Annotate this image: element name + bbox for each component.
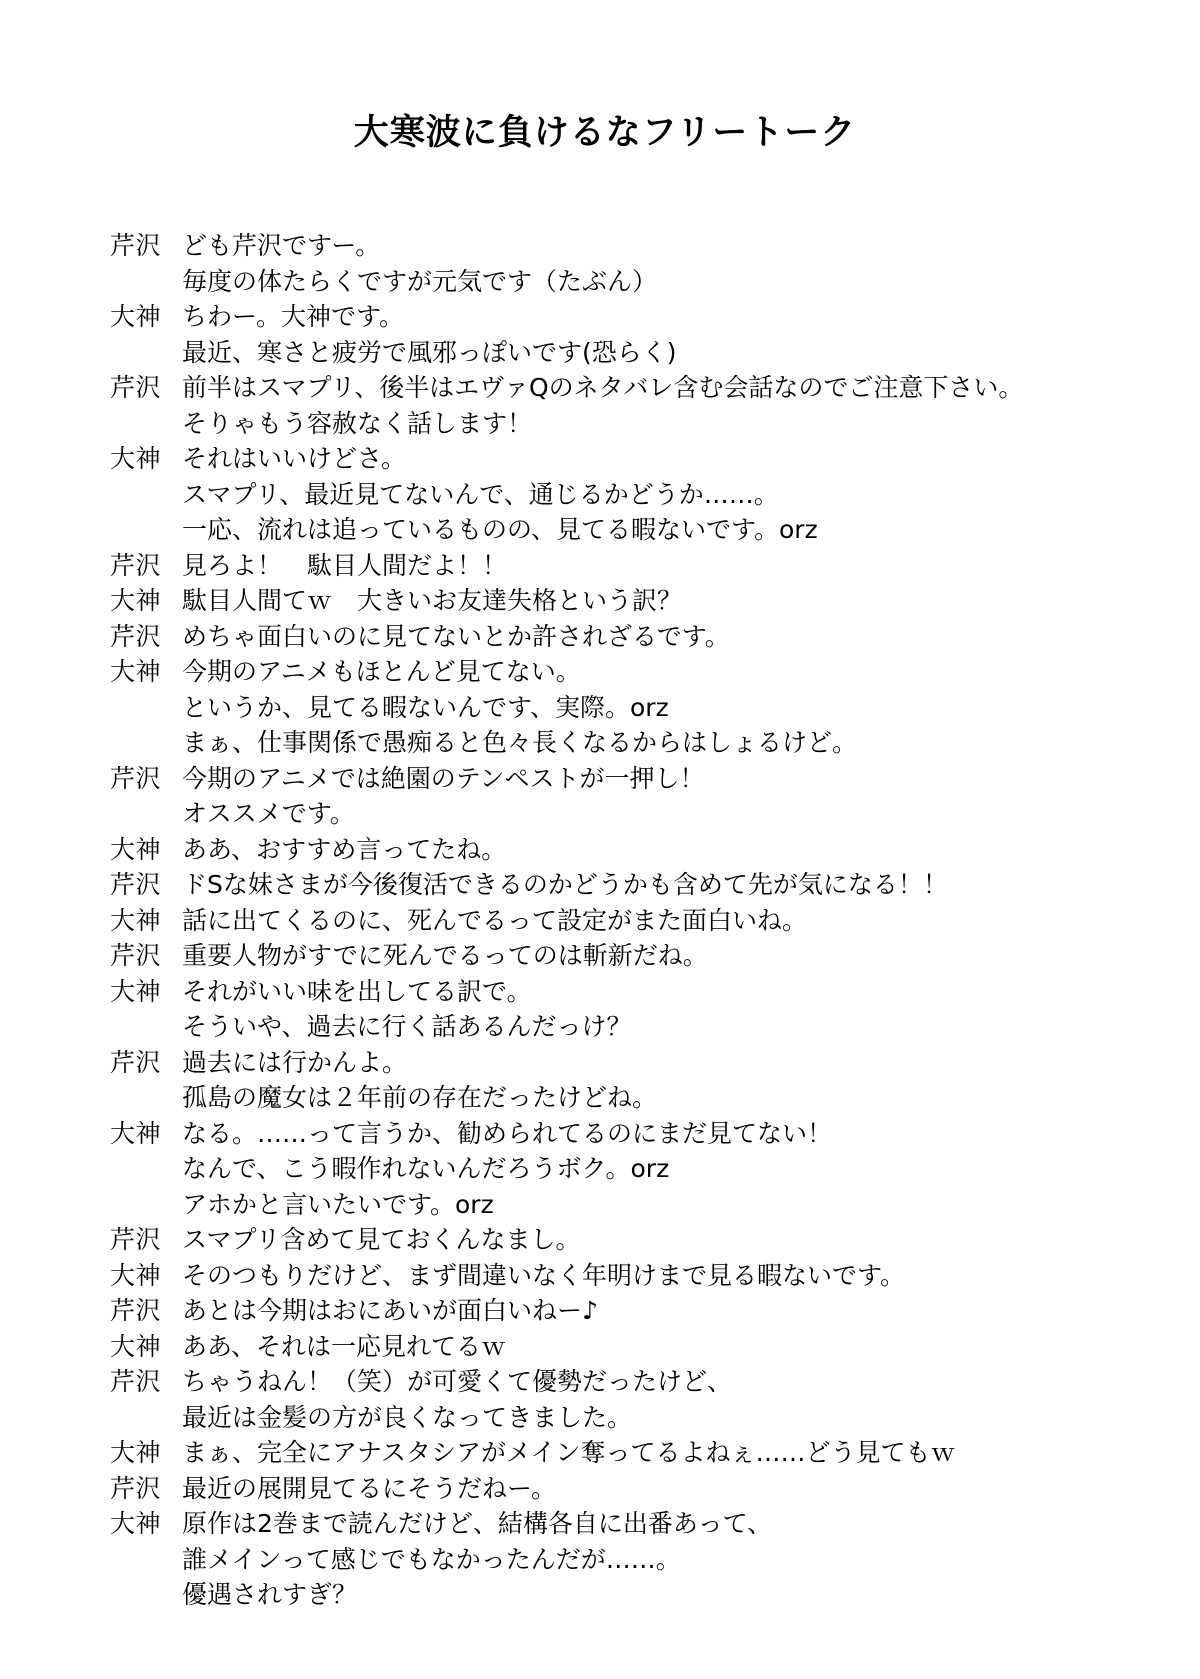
utterance-text: 最近の展開見てるにそうだねー。 — [182, 1473, 557, 1503]
utterance-group — [182, 654, 1140, 761]
utterance-text: まぁ、完全にアナスタシアがメイン奪ってるよねぇ……どう見てもｗ — [182, 1438, 956, 1467]
utterance-text: ども芹沢ですー。 — [182, 231, 381, 260]
speaker-label: 芹沢 — [110, 1367, 162, 1396]
utterance-text: 誰メインって感じでもなかったんだが……。 — [182, 1544, 681, 1574]
utterance-text: アホかと言いたいです。orz — [182, 1189, 494, 1219]
utterance-text: 孤島の魔女は２年前の存在だったけどね。 — [182, 1083, 658, 1112]
speaker-label: 大神 — [110, 1260, 162, 1290]
transcript-line — [110, 1293, 1140, 1329]
speaker-label: 芹沢 — [110, 1296, 162, 1325]
speaker-label: 芹沢 — [110, 550, 162, 580]
utterance-group — [182, 1506, 1140, 1613]
transcript-line — [110, 1222, 1140, 1258]
speaker-label: 大神 — [110, 976, 162, 1006]
utterance-text: というか、見てる暇ないんです、実際。orz — [182, 692, 669, 722]
utterance-text: ああ、それは一応見れてるｗ — [182, 1331, 507, 1361]
utterance-text: そのつもりだけど、まず間違いなく年明けまで見る暇ないです。 — [182, 1260, 906, 1290]
utterance-group — [182, 228, 1140, 299]
transcript-line — [110, 903, 1140, 939]
utterance-text: 過去には行かんよ。 — [182, 1047, 408, 1077]
speaker-label: 大神 — [110, 1509, 162, 1538]
utterance-group — [182, 974, 1140, 1045]
utterance-group — [182, 938, 1140, 974]
utterance-group — [182, 299, 1140, 370]
speaker-label: 大神 — [110, 1331, 162, 1361]
utterance-group — [182, 832, 1140, 868]
transcript-line — [110, 1435, 1140, 1471]
transcript-line — [110, 548, 1140, 584]
transcript-line — [110, 1258, 1140, 1294]
utterance-group — [182, 441, 1140, 548]
speaker-label: 芹沢 — [110, 763, 162, 793]
speaker-label: 大神 — [110, 1118, 162, 1148]
utterance-text: 前半はスマプリ、後半はエヴァQのネタバレ含む会話なのでご注意下さい。 — [182, 373, 1024, 402]
utterance-text: それはいいけどさ。 — [182, 444, 407, 473]
utterance-group — [182, 1116, 1140, 1223]
utterance-group — [182, 1471, 1140, 1507]
utterance-text: そういや、過去に行く話あるんだっけ？ — [182, 1012, 632, 1041]
transcript-line — [110, 1116, 1140, 1223]
utterance-group — [182, 761, 1140, 832]
utterance-text: 駄目人間てｗ 大きいお友達失格という訳？ — [182, 586, 683, 615]
utterance-text: そりゃもう容赦なく話します！ — [182, 408, 533, 438]
transcript-line — [110, 370, 1140, 441]
transcript-line — [110, 619, 1140, 655]
utterance-group — [182, 1364, 1140, 1435]
speaker-label: 芹沢 — [110, 1225, 162, 1254]
utterance-text: スマプリ含めて見ておくんなまし。 — [182, 1225, 581, 1254]
transcript-line — [110, 867, 1140, 903]
utterance-text: なる。……って言うか、勧められてるのにまだ見てない！ — [182, 1118, 833, 1148]
utterance-text: まぁ、仕事関係で愚痴ると色々長くなるからはしょるけど。 — [182, 728, 858, 757]
transcript-line — [110, 832, 1140, 868]
utterance-group — [182, 1258, 1140, 1294]
transcript-line — [110, 938, 1140, 974]
speaker-label: 芹沢 — [110, 1047, 162, 1077]
utterance-group — [182, 1222, 1140, 1258]
speaker-label: 芹沢 — [110, 373, 162, 402]
utterance-text: それがいい味を出してる訳で。 — [182, 976, 532, 1006]
speaker-label: 芹沢 — [110, 870, 162, 899]
utterance-group — [182, 548, 1140, 584]
utterance-text: 重要人物がすでに死んでるってのは斬新だね。 — [182, 941, 708, 970]
utterance-group — [182, 583, 1140, 619]
utterance-group — [182, 1435, 1140, 1471]
speaker-label: 芹沢 — [110, 941, 162, 970]
utterance-text: 一応、流れは追っているものの、見てる暇ないです。orz — [182, 515, 818, 544]
transcript-list — [0, 154, 1200, 1613]
utterance-group — [182, 370, 1140, 441]
utterance-text: 毎度の体たらくですが元気です（たぶん） — [182, 266, 658, 296]
speaker-label: 芹沢 — [110, 621, 162, 651]
speaker-label: 大神 — [110, 834, 162, 864]
utterance-text: 見ろよ！ 駄目人間だよ！！ — [182, 550, 508, 580]
speaker-label: 大神 — [110, 586, 162, 615]
utterance-group — [182, 619, 1140, 655]
utterance-text: 優遇されすぎ？ — [182, 1580, 358, 1609]
utterance-text: 話に出てくるのに、死んでるって設定がまた面白いね。 — [182, 905, 808, 935]
utterance-text: ドSな妹さまが今後復活できるのかどうかも含めて先が気になる！！ — [182, 870, 948, 899]
utterance-text: なんで、こう暇作れないんだろうボク。orz — [182, 1154, 670, 1183]
utterance-text: あとは今期はおにあいが面白いねー♪ — [182, 1296, 598, 1325]
transcript-line — [110, 1364, 1140, 1435]
utterance-text: 原作は2巻まで読んだけど、結構各自に出番あって、 — [182, 1509, 773, 1538]
transcript-line — [110, 974, 1140, 1045]
transcript-line — [110, 228, 1140, 299]
utterance-group — [182, 1329, 1140, 1365]
utterance-group — [182, 903, 1140, 939]
transcript-line — [110, 1329, 1140, 1365]
utterance-text: ああ、おすすめ言ってたね。 — [182, 834, 507, 864]
transcript-line — [110, 1045, 1140, 1116]
utterance-group — [182, 1045, 1140, 1116]
transcript-line — [110, 1506, 1140, 1613]
speaker-label: 大神 — [110, 905, 162, 935]
speaker-label: 大神 — [110, 1438, 162, 1467]
utterance-group — [182, 867, 1140, 903]
utterance-text: ちゃうねん！（笑）が可愛くて優勢だったけど、 — [182, 1367, 733, 1396]
utterance-text: 今期のアニメでは絶園のテンペストが一押し！ — [182, 763, 705, 793]
utterance-text: オススメです。 — [182, 799, 355, 828]
speaker-label: 芹沢 — [110, 231, 162, 260]
utterance-text: スマプリ、最近見てないんで、通じるかどうか……。 — [182, 479, 779, 509]
transcript-line — [110, 299, 1140, 370]
utterance-group — [182, 1293, 1140, 1329]
speaker-label: 芹沢 — [110, 1473, 162, 1503]
utterance-text: 最近、寒さと疲労で風邪っぽいです(恐らく) — [182, 337, 677, 367]
transcript-line — [110, 654, 1140, 761]
utterance-text: めちゃ面白いのに見てないとか許されざるです。 — [182, 621, 730, 651]
page-title: 大寒波に負けるなフリートーク — [353, 113, 857, 153]
speaker-label: 大神 — [110, 444, 162, 473]
utterance-text: ちわー。大神です。 — [182, 302, 405, 331]
transcript-line — [110, 583, 1140, 619]
speaker-label: 大神 — [110, 302, 162, 331]
transcript-line — [110, 441, 1140, 548]
utterance-text: 今期のアニメもほとんど見てない。 — [182, 657, 581, 686]
transcript-line — [110, 761, 1140, 832]
utterance-text: 最近は金髪の方が良くなってきました。 — [182, 1402, 633, 1432]
transcript-line — [110, 1471, 1140, 1507]
speaker-label: 大神 — [110, 657, 162, 686]
